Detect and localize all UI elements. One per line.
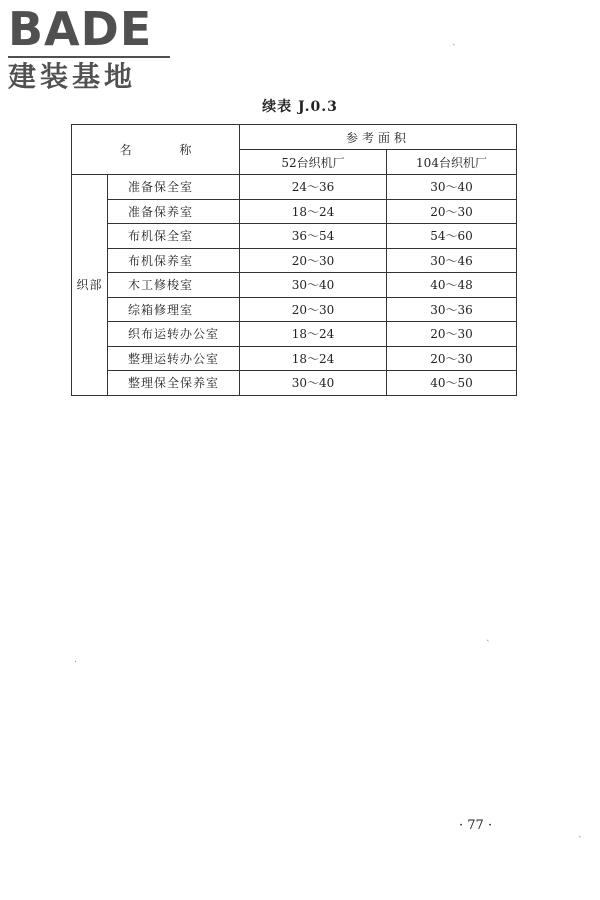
table-row xyxy=(72,273,517,298)
row-value-52: 18～24 xyxy=(240,346,387,371)
row-value-104: 20～30 xyxy=(387,322,517,347)
bade-logo xyxy=(8,4,178,94)
table-row xyxy=(72,199,517,224)
row-item: 整理运转办公室 xyxy=(108,346,240,371)
row-item: 综箱修理室 xyxy=(108,297,240,322)
table-row xyxy=(72,297,517,322)
scan-speck: . xyxy=(74,655,77,665)
name-header: 名 称 xyxy=(72,125,240,175)
table-row xyxy=(72,224,517,249)
row-value-104: 30～46 xyxy=(387,248,517,273)
reference-area-header: 参考面积 xyxy=(240,125,517,150)
reference-area-table xyxy=(71,124,517,396)
row-item: 织布运转办公室 xyxy=(108,322,240,347)
row-item: 准备保全室 xyxy=(108,175,240,200)
row-value-104: 30～40 xyxy=(387,175,517,200)
row-value-52: 30～40 xyxy=(240,371,387,396)
scan-speck: ˋ xyxy=(578,836,583,846)
table-row xyxy=(72,248,517,273)
row-value-52: 36～54 xyxy=(240,224,387,249)
row-value-104: 40～48 xyxy=(387,273,517,298)
row-value-104: 54～60 xyxy=(387,224,517,249)
row-value-104: 30～36 xyxy=(387,297,517,322)
table-row xyxy=(72,346,517,371)
row-item: 整理保全保养室 xyxy=(108,371,240,396)
row-value-104: 20～30 xyxy=(387,346,517,371)
col-52-looms-header: 52台织机厂 xyxy=(240,150,387,175)
table-row xyxy=(72,175,517,200)
row-item: 布机保全室 xyxy=(108,224,240,249)
page-number: · 77 · xyxy=(459,818,493,833)
row-item: 木工修梭室 xyxy=(108,273,240,298)
logo-rule xyxy=(8,56,170,58)
table-title: 续表 J.0.3 xyxy=(262,99,338,115)
table-row xyxy=(72,322,517,347)
logo-wordmark: BADE xyxy=(8,2,153,56)
row-value-52: 20～30 xyxy=(240,248,387,273)
row-value-52: 18～24 xyxy=(240,322,387,347)
row-item: 布机保养室 xyxy=(108,248,240,273)
row-value-52: 20～30 xyxy=(240,297,387,322)
row-value-52: 24～36 xyxy=(240,175,387,200)
row-item: 准备保养室 xyxy=(108,199,240,224)
row-value-52: 18～24 xyxy=(240,199,387,224)
table-row xyxy=(72,371,517,396)
scan-speck: ˋ xyxy=(452,44,457,54)
logo-chinese-text: 建装基地 xyxy=(8,60,137,93)
col-104-looms-header: 104台织机厂 xyxy=(387,150,517,175)
row-value-104: 20～30 xyxy=(387,199,517,224)
row-value-104: 40～50 xyxy=(387,371,517,396)
row-value-52: 30～40 xyxy=(240,273,387,298)
group-cell: 织部 xyxy=(72,175,108,396)
scan-speck: ˋ xyxy=(486,640,491,650)
